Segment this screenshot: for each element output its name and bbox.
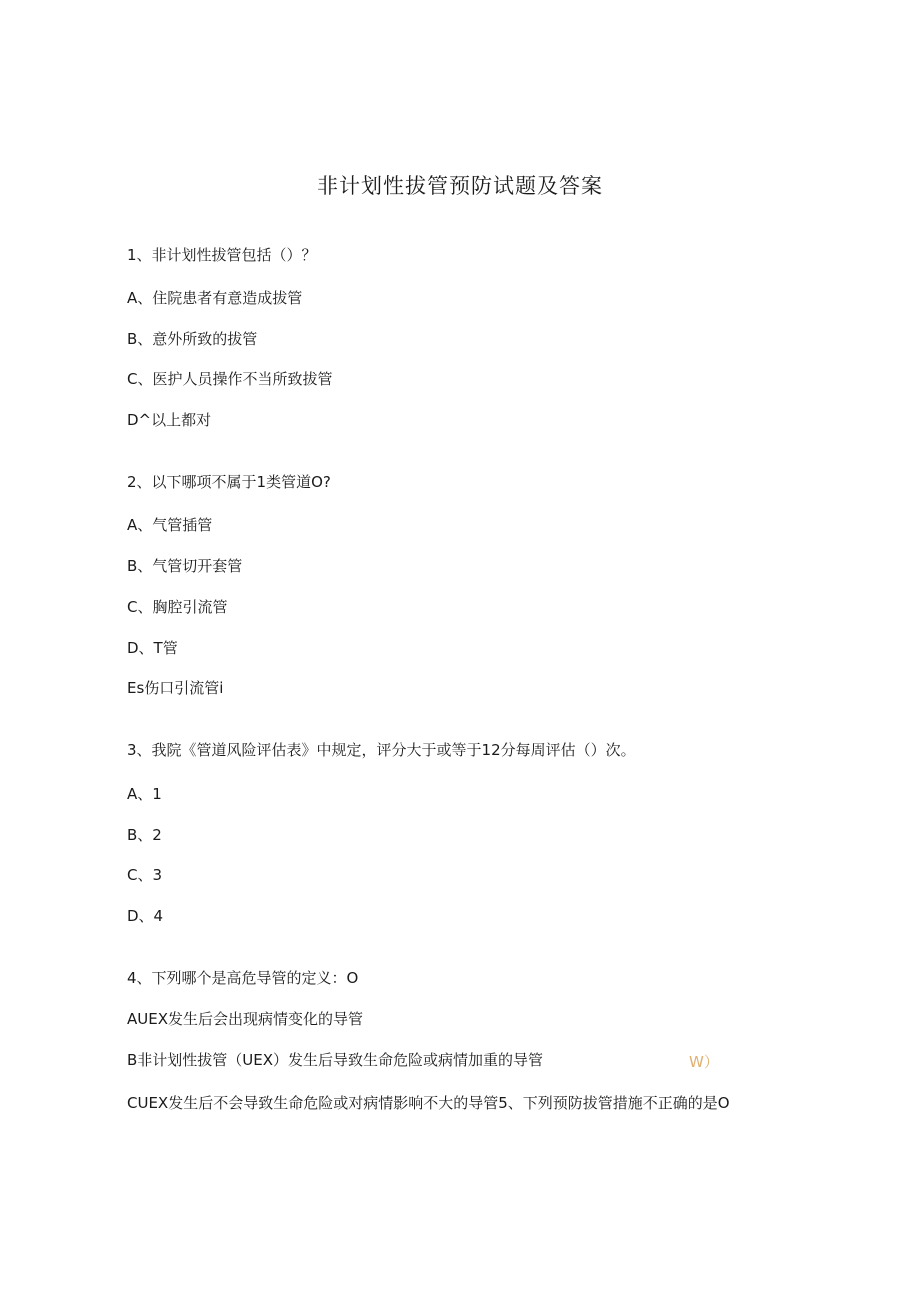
- question-1-option-d: D^以上都对: [127, 411, 212, 429]
- question-3-option-a: A、1: [127, 785, 162, 803]
- question-3-option-d: D、4: [127, 907, 164, 925]
- question-4-stem: 4、下列哪个是高危导管的定义：O: [127, 969, 359, 987]
- question-1-option-b: B、意外所致的拔管: [127, 330, 258, 348]
- question-3-option-c: C、3: [127, 866, 163, 884]
- margin-note: W）: [689, 1053, 719, 1071]
- question-1-stem: 1、非计划性拔管包括（）？: [127, 246, 317, 264]
- question-4-option-c: CUEX发生后不会导致生命危险或对病情影响不大的导管5、下列预防拔管措施不正确的是O: [127, 1094, 730, 1112]
- question-2-option-e: Es伤口引流管i: [127, 679, 224, 697]
- question-3-stem: 3、我院《管道风险评估表》中规定，评分大于或等于12分每周评估（）次。: [127, 741, 636, 759]
- question-1-option-a: A、住院患者有意造成拔管: [127, 289, 303, 307]
- question-4-option-a: AUEX发生后会出现病情变化的导管: [127, 1010, 363, 1028]
- question-2-option-d: D、T管: [127, 639, 178, 657]
- question-1-option-c: C、医护人员操作不当所致拔管: [127, 370, 333, 388]
- question-3-option-b: B、2: [127, 826, 162, 844]
- document-title: 非计划性拔管预防试题及答案: [317, 174, 603, 198]
- question-2-stem: 2、以下哪项不属于1类管道O?: [127, 473, 331, 491]
- question-2-option-a: A、气管插管: [127, 516, 213, 534]
- question-4-option-b: B非计划性拔管（UEX）发生后导致生命危险或病情加重的导管: [127, 1051, 544, 1069]
- question-2-option-c: C、胸腔引流管: [127, 598, 228, 616]
- question-2-option-b: B、气管切开套管: [127, 557, 243, 575]
